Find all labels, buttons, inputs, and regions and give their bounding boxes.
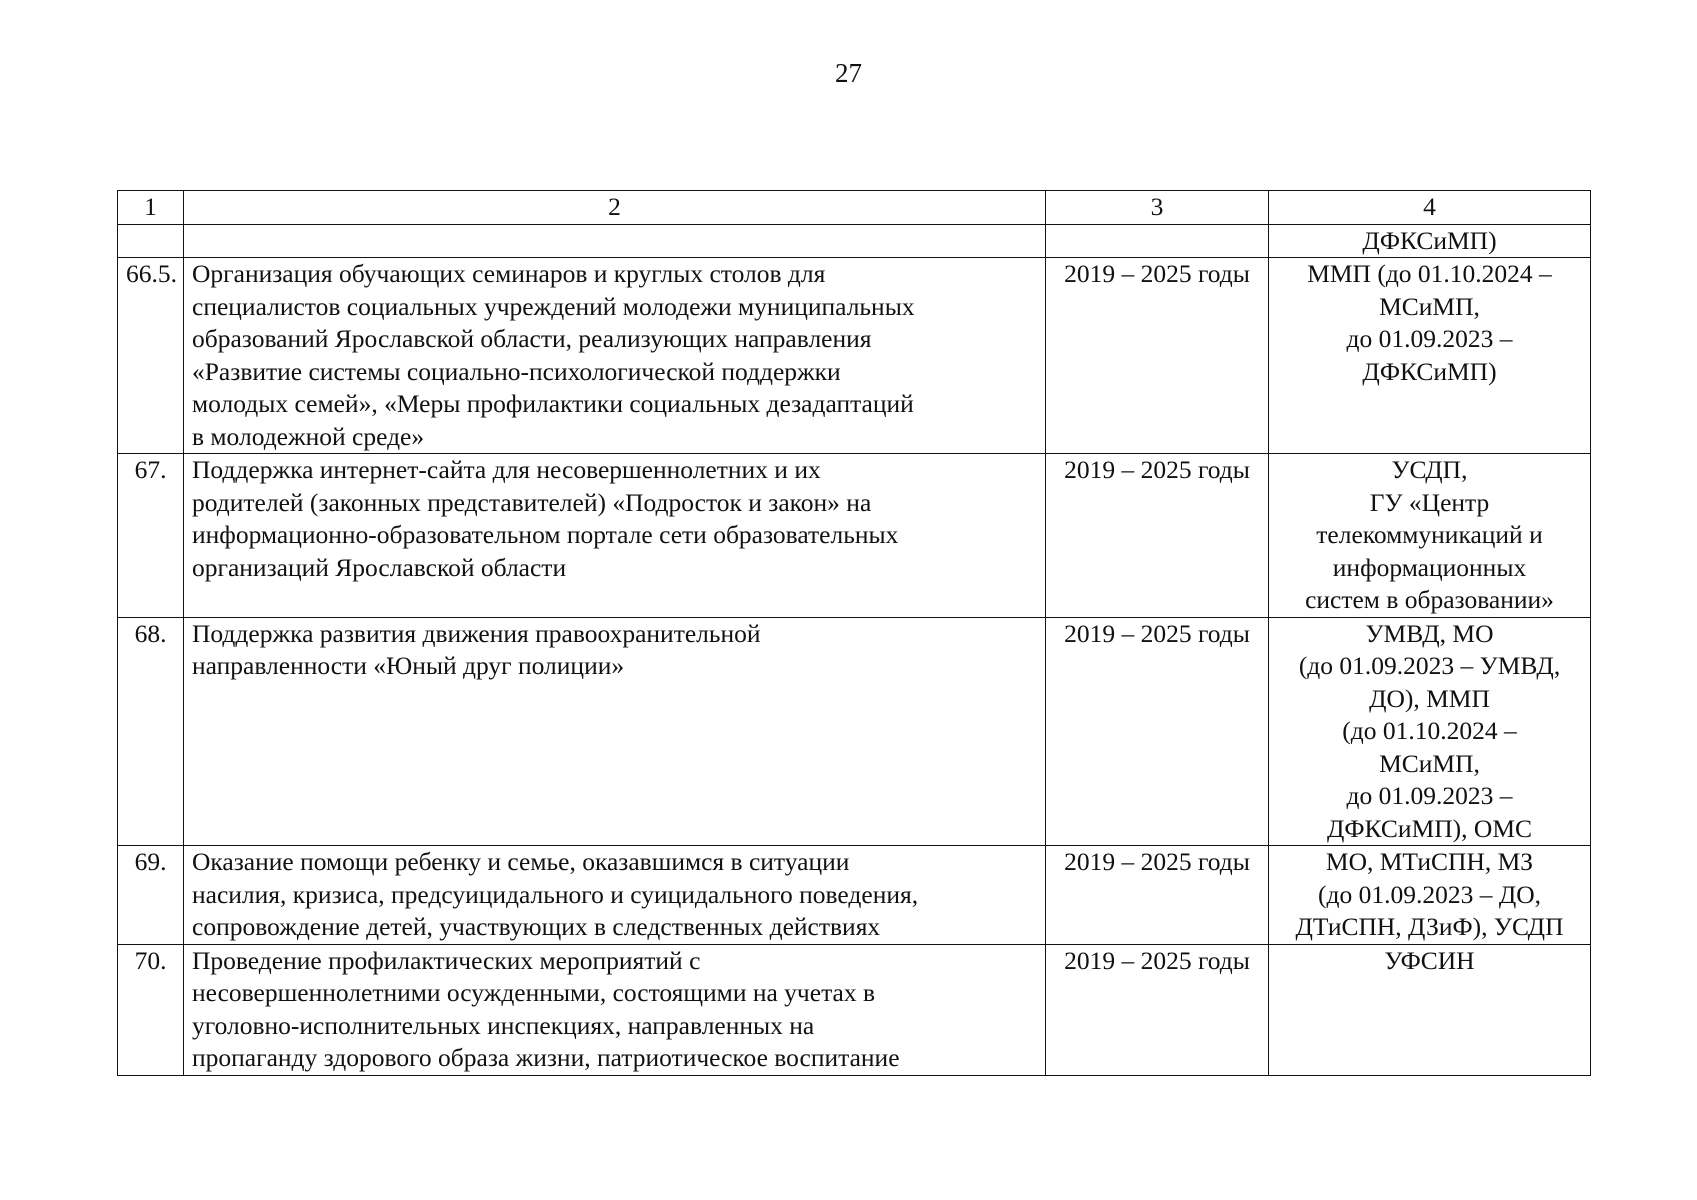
responsible-line: ДФКСиМП) [1362,225,1497,255]
responsible-line: МО, МТиСПН, МЗ [1325,847,1534,876]
table-row [118,846,1591,945]
table-row [118,617,1591,846]
description-line: уголовно-исполнительных инспекциях, направленных на [192,1010,815,1040]
description-line: Проведение профилактических мероприятий с [192,945,701,975]
responsible-line: УФСИН [1384,945,1475,975]
row-description-cell [184,258,1046,454]
responsible-line: ДФКСиМП) [1362,356,1497,386]
measures-table [117,190,1591,1076]
row-description-cell [184,617,1046,846]
row-period-cell: 2019 – 2025 годы [1046,258,1269,454]
row-responsible-cell [1269,846,1591,945]
description-line: в молодежной среде» [192,421,425,451]
row-responsible-cell [1269,224,1591,258]
row-number-cell [118,224,184,258]
description-line: Поддержка развития движения правоохранительной [192,618,761,648]
description-line: организаций Ярославской области [192,552,567,582]
row-period-cell: 2019 – 2025 годы [1046,944,1269,1075]
row-responsible-cell [1269,258,1591,454]
responsible-line: (до 01.09.2023 – ДО, [1317,879,1542,909]
description-line: пропаганду здорового образа жизни, патриотическое воспитание [192,1043,900,1072]
description-line: Поддержка интернет-сайта для несовершеннолетних и их [192,455,821,484]
description-line: «Развитие системы социально-психологической поддержки [192,356,841,386]
row-responsible-cell [1269,454,1591,618]
description-line: родителей (законных представителей) «Подросток и закон» на [192,487,872,517]
responsible-line: до 01.09.2023 – [1346,324,1513,353]
page-number: 27 [835,58,862,88]
description-line: образований Ярославской области, реализующих направления [192,324,872,353]
row-number-cell: 70. [118,944,184,1075]
row-responsible-cell [1269,944,1591,1075]
table-row [118,258,1591,454]
header-cell-responsible: 4 [1269,191,1591,225]
row-period-cell: 2019 – 2025 годы [1046,617,1269,846]
row-number-cell: 69. [118,846,184,945]
responsible-line: УМВД, МО [1365,618,1494,648]
responsible-line: УСДП, [1391,455,1468,484]
table-row [118,224,1591,258]
responsible-line: систем в образовании» [1305,585,1554,614]
row-period-cell: 2019 – 2025 годы [1046,846,1269,945]
responsible-line: до 01.09.2023 – [1346,781,1513,810]
header-cell-number: 1 [118,191,184,225]
row-number-cell: 66.5. [118,258,184,454]
row-period-cell [1046,224,1269,258]
responsible-line: ДО), ММП [1369,683,1490,713]
description-line: специалистов социальных учреждений молодежи муниципальных [192,291,915,321]
table-row [118,454,1591,618]
row-number-cell: 67. [118,454,184,618]
description-line: молодых семей», «Меры профилактики социальных дезадаптаций [192,389,914,418]
row-description-cell [184,944,1046,1075]
responsible-line: (до 01.09.2023 – УМВД, [1298,651,1561,680]
description-line: насилия, кризиса, предсуицидального и суицидального поведения, [192,879,919,909]
responsible-line: МСиМП, [1379,291,1480,321]
row-description-cell [184,846,1046,945]
responsible-line: МСиМП, [1379,748,1480,778]
header-cell-period: 3 [1046,191,1269,225]
responsible-line: информационных [1332,552,1527,582]
responsible-line: (до 01.10.2024 – [1342,716,1517,745]
description-line: Оказание помощи ребенку и семье, оказавшимся в ситуации [192,847,850,876]
responsible-line: телекоммуникаций и [1316,520,1543,549]
row-responsible-cell [1269,617,1591,846]
row-period-cell: 2019 – 2025 годы [1046,454,1269,618]
responsible-line: ДФКСиМП), ОМС [1327,813,1532,843]
header-cell-description: 2 [184,191,1046,225]
responsible-line: ДТиСПН, ДЗиФ), УСДП [1295,912,1564,941]
description-line: информационно-образовательном портале сети образовательных [192,520,899,549]
description-line: Организация обучающих семинаров и круглых столов для [192,259,826,288]
row-number-cell: 68. [118,617,184,846]
table-header-row [118,191,1591,225]
responsible-line: ММП (до 01.10.2024 – [1307,259,1552,288]
table-row [118,944,1591,1075]
description-line: несовершеннолетними осужденными, состоящими на учетах в [192,978,876,1007]
description-line: направленности «Юный друг полиции» [192,651,625,680]
responsible-line: ГУ «Центр [1369,487,1490,517]
row-description-cell [184,454,1046,618]
row-description-cell [184,224,1046,258]
description-line: сопровождение детей, участвующих в следственных действиях [192,912,881,941]
